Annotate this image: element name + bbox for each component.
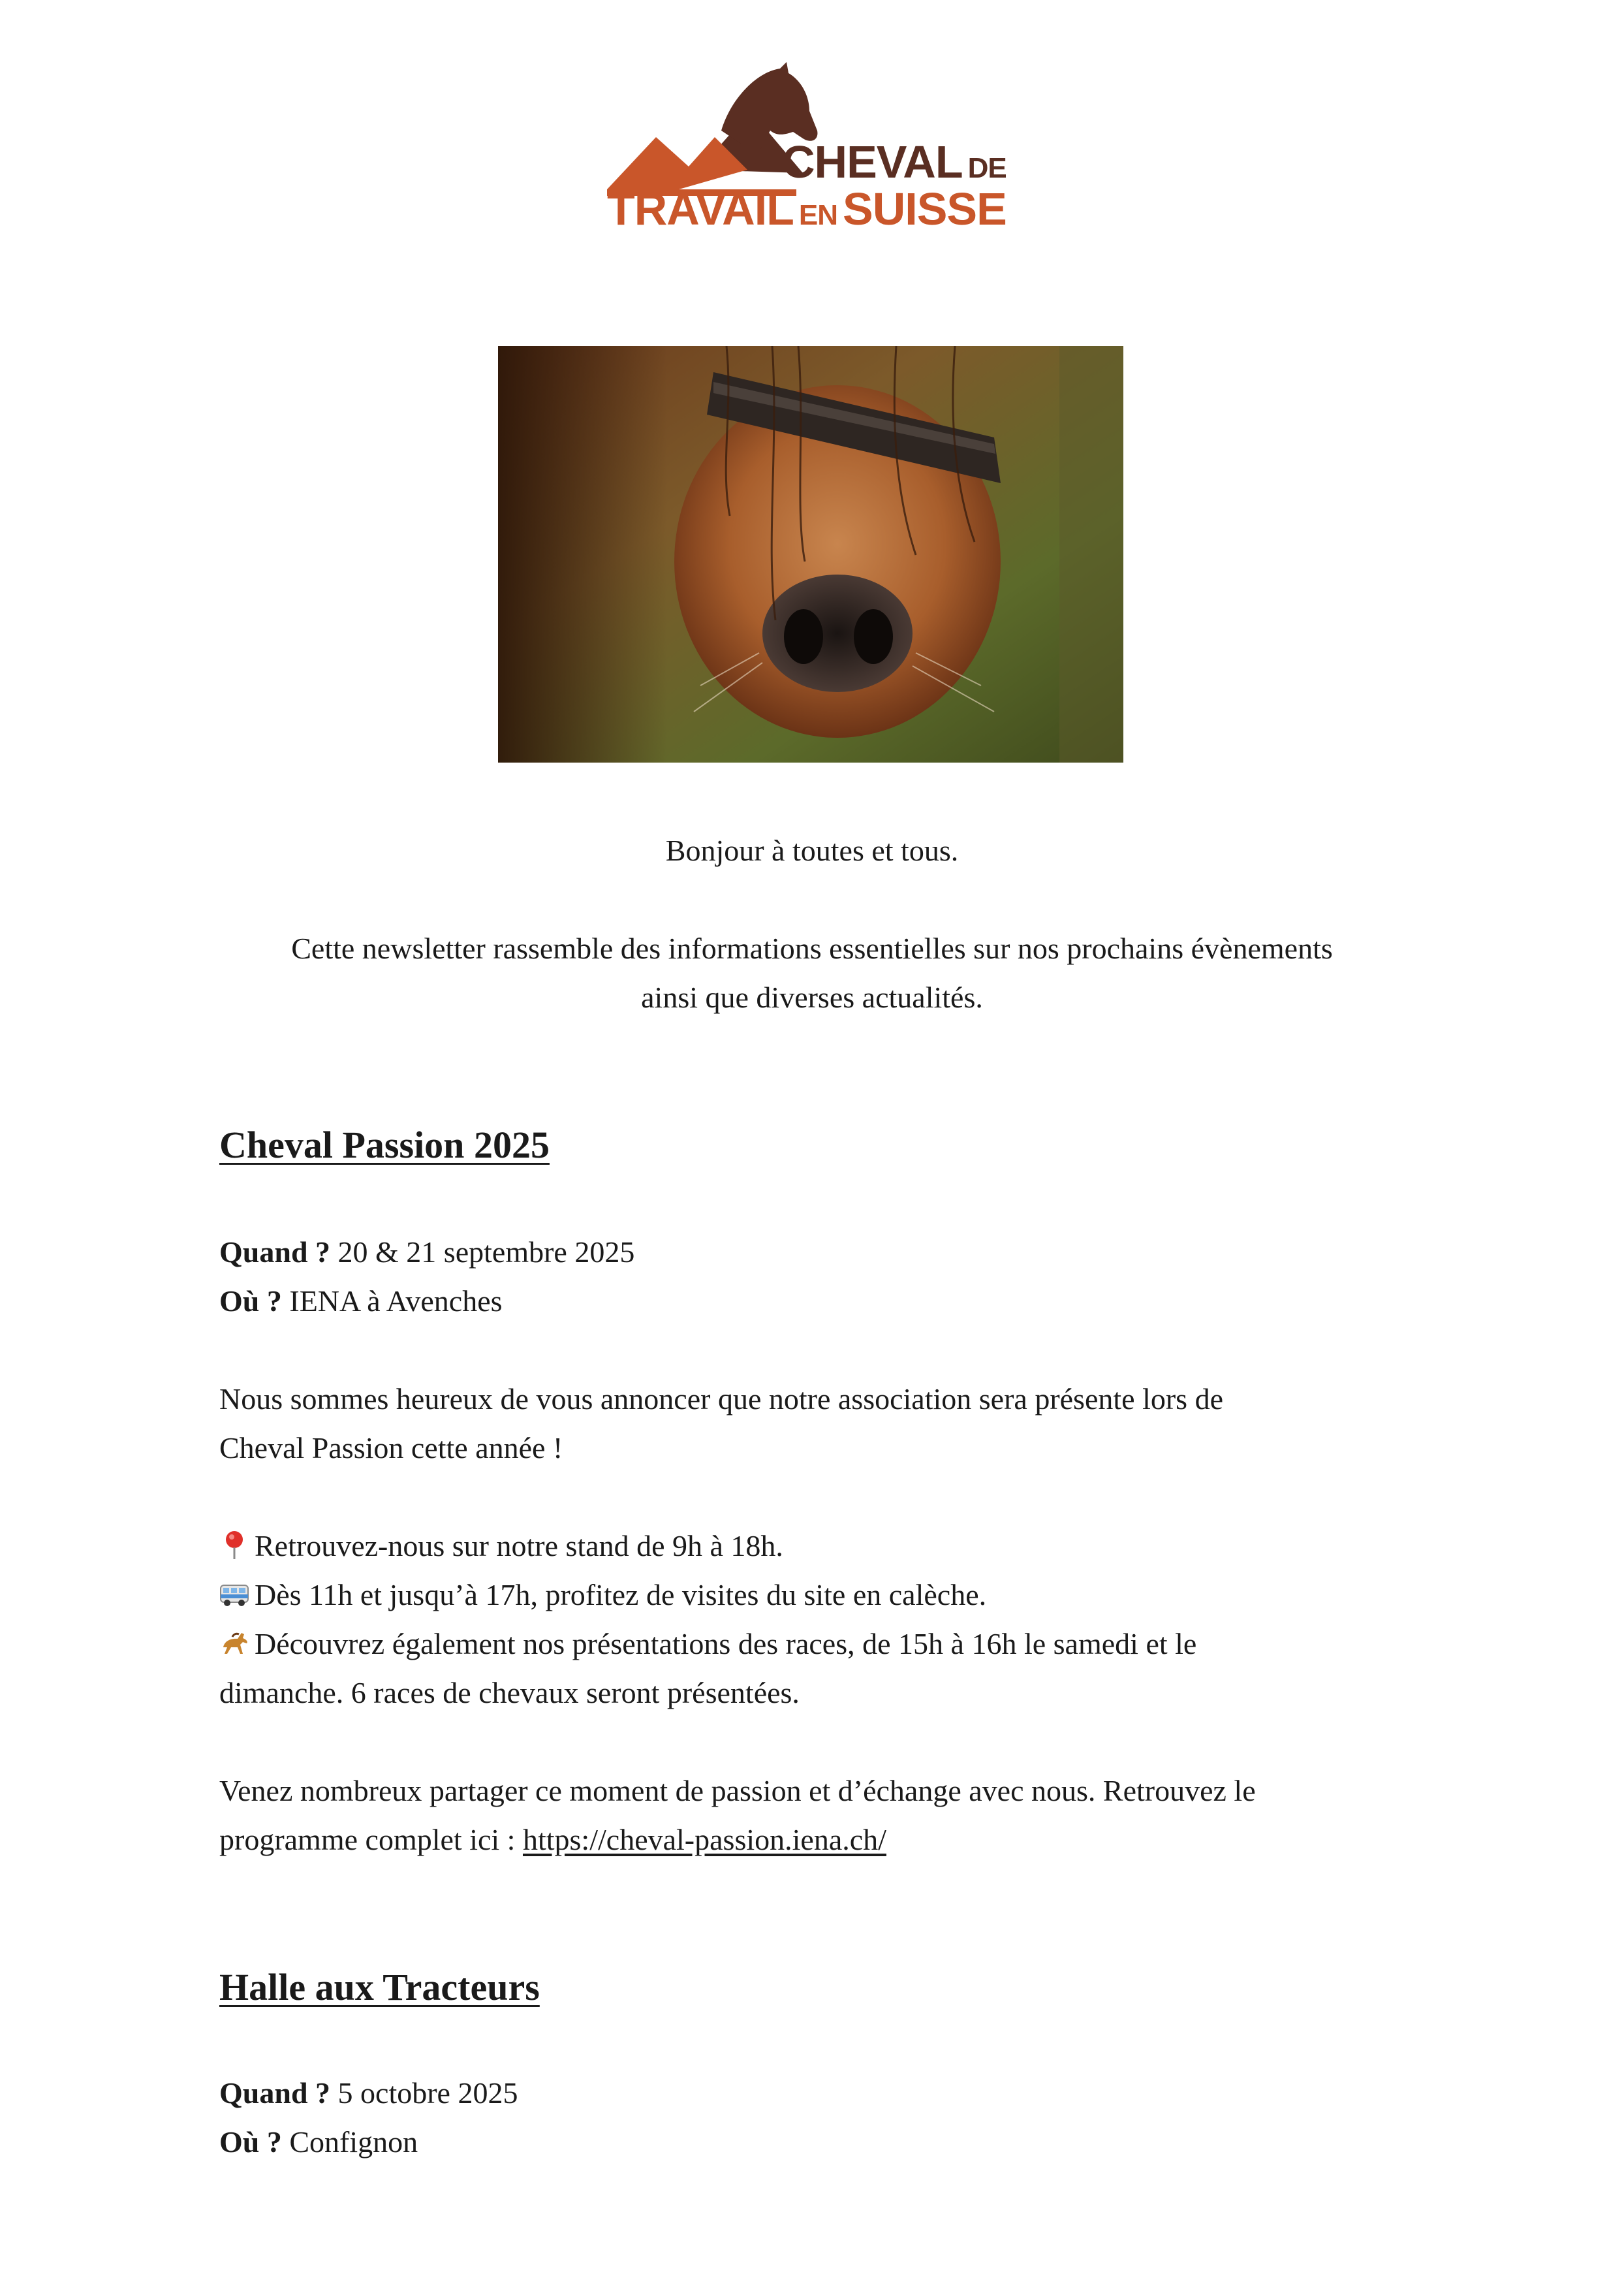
van-icon — [219, 1579, 249, 1609]
pushpin-icon — [219, 1530, 249, 1560]
section-title-cheval-passion: Cheval Passion 2025 — [219, 1124, 550, 1166]
program-paragraph: Venez nombreux partager ce moment de passion et d’échange avec nous. Retrouvez le programme complet ici : https://cheval-passion.iena.ch/ — [219, 1774, 1256, 1856]
logo — [607, 59, 1025, 242]
intro-line-1: Cette newsletter rassemble des informations essentielles sur nos prochains évènements — [291, 932, 1333, 965]
horse-muzzle-photo — [498, 346, 1123, 763]
when-line: Quand ? 5 octobre 2025 — [219, 2076, 518, 2110]
intro-paragraph — [0, 924, 1624, 1022]
horse-icon — [219, 1628, 249, 1658]
list-item: Découvrez également nos présentations des races, de 15h à 16h le samedi et le — [219, 1619, 1427, 1668]
logo-line1: CHEVAL DE — [782, 136, 1007, 187]
section-title-halle-aux-tracteurs: Halle aux Tracteurs — [219, 1966, 540, 2008]
list-item: Retrouvez-nous sur notre stand de 9h à 18h. — [219, 1521, 1427, 1570]
list-item: Dès 11h et jusqu’à 17h, profitez de visites du site en calèche. — [219, 1570, 1427, 1619]
intro-line-2: ainsi que diverses actualités. — [641, 981, 983, 1014]
announcement-paragraph: Nous sommes heureux de vous annoncer que notre association sera présente lors de Cheval Passion cette année ! — [219, 1382, 1223, 1464]
where-line: Où ? Confignon — [219, 2125, 418, 2159]
greeting: Bonjour à toutes et tous. — [665, 834, 959, 867]
list-item-continuation: dimanche. 6 races de chevaux seront présentées. — [219, 1676, 800, 1709]
when-line: Quand ? 20 & 21 septembre 2025 — [219, 1235, 635, 1269]
event-details-2 — [219, 2068, 1427, 2166]
program-link[interactable]: https://cheval-passion.iena.ch/ — [522, 1823, 886, 1856]
bullet-list — [219, 1521, 1427, 1717]
where-line: Où ? IENA à Avenches — [219, 1284, 503, 1318]
logo-line2: TRAVAIL EN SUISSE — [607, 183, 1007, 234]
event-details-1 — [219, 1227, 1427, 1325]
